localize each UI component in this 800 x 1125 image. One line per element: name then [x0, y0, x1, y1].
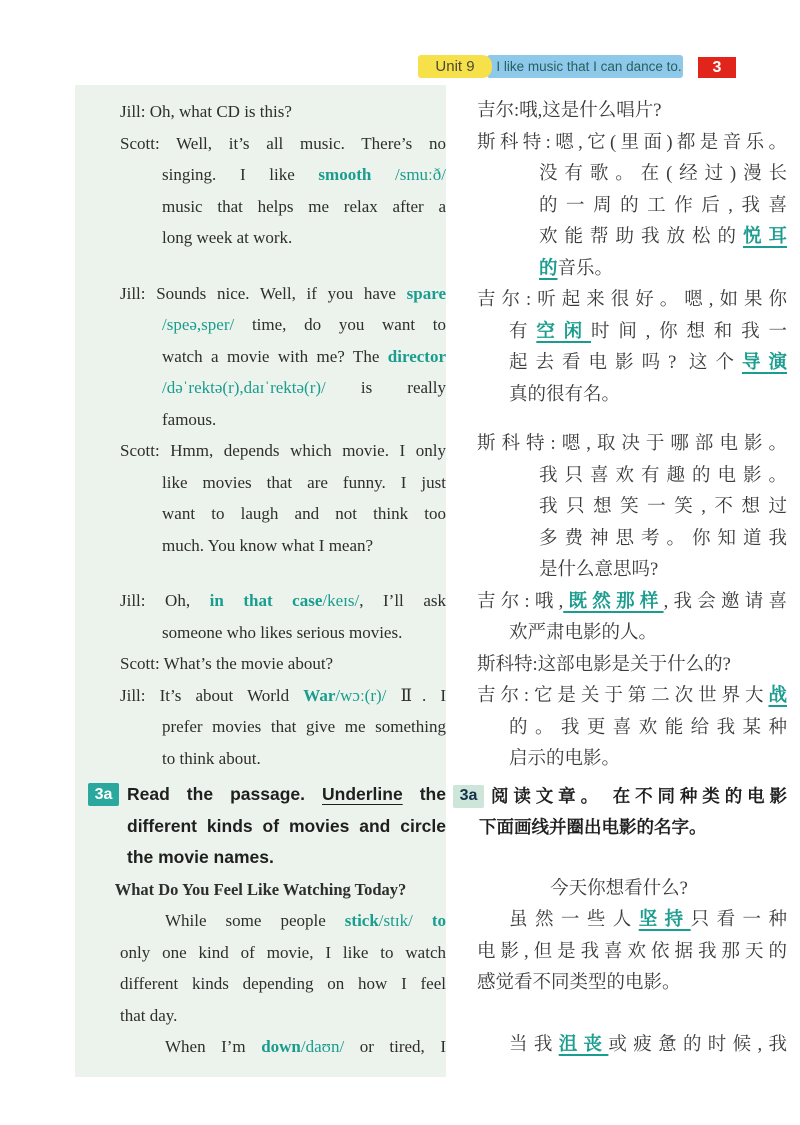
vocab-word-cn: 悦耳: [742, 227, 787, 247]
text: 欢严肃电影的人。: [509, 623, 658, 643]
vocab-word-cn: 空闲: [536, 321, 592, 342]
phonetic: /wɔː(r)/: [335, 685, 387, 705]
vocab-word-cn: 的: [539, 258, 558, 279]
english-column: [75, 85, 446, 1077]
vocab-word-cn: 导演: [741, 353, 787, 373]
text: the: [402, 784, 446, 804]
text-line: [451, 380, 787, 412]
text-line: [451, 254, 787, 286]
text: long week at work.: [162, 228, 293, 247]
text: 吉尔:它是关于第二次世界大: [477, 686, 769, 706]
text: 音乐。: [557, 258, 614, 279]
text-line: [451, 812, 787, 844]
vocab-word-cn: 战: [768, 686, 787, 706]
text: 斯科特:这部电影是关于什么的?: [477, 654, 731, 675]
text: 我只喜欢有趣的电影。: [539, 465, 787, 486]
text-line: [75, 96, 446, 128]
vocab-word: spare: [406, 283, 446, 303]
text-line: [75, 498, 446, 530]
text: different kinds depending on how I feel: [120, 974, 446, 993]
text: Scott: What’s the movie about?: [120, 654, 334, 673]
text-line: [75, 372, 446, 404]
text: 的。我更喜欢能给我某种: [509, 717, 787, 738]
text-line: [75, 811, 446, 843]
text: 下面画线并圈出电影的名字。: [479, 817, 707, 837]
text-line: [75, 711, 446, 743]
text: ,我会邀请喜: [663, 591, 787, 612]
text-line: [75, 530, 446, 562]
spacer: [451, 1000, 787, 1030]
text-line: [75, 905, 446, 937]
text: 吉尔:哦,这是什么唱片?: [477, 101, 662, 121]
content-columns: [75, 85, 787, 1077]
text-line: [451, 317, 787, 349]
spacer: [75, 561, 446, 585]
text: different kinds of movies and circle: [127, 815, 446, 836]
text-line: [75, 435, 446, 467]
phonetic: /dəˈrektə(r),daɪˈrektə(r)/: [162, 378, 326, 397]
text-line: [75, 680, 446, 712]
text: 真的很有名。: [509, 384, 621, 405]
text: Jill: It’s about World: [120, 685, 304, 705]
text-line: [75, 309, 446, 341]
text-line: [451, 1030, 787, 1062]
text: Jill: Oh, what CD is this?: [120, 102, 292, 121]
text-line: [75, 1031, 446, 1063]
text-line: [451, 587, 787, 619]
vocab-word: in that case: [209, 591, 323, 610]
text-line: [451, 492, 787, 524]
text: someone who likes serious movies.: [162, 622, 403, 642]
text: watch a movie with me? The: [162, 346, 388, 366]
page-number-badge: 3: [698, 57, 736, 78]
spacer: [451, 844, 787, 874]
text: 起去看电影吗? 这个: [509, 353, 742, 373]
text: only one kind of movie, I like to watch: [120, 942, 446, 962]
vocab-word-cn: 坚持: [638, 910, 691, 930]
text: [413, 911, 432, 930]
text: much. You know what I mean?: [162, 535, 374, 555]
text-line: [451, 968, 787, 1000]
text: 吉尔:哦,: [477, 591, 564, 612]
text: 吉尔:听起来很好。嗯,如果你: [477, 290, 787, 310]
section-3a-badge: 3a: [88, 783, 119, 806]
section-3a-badge: 3a: [453, 785, 484, 808]
text: Read the passage.: [127, 784, 322, 804]
phonetic: /speə,sper/: [162, 315, 235, 334]
text-line: [451, 650, 787, 682]
phonetic: /smuːð/: [394, 165, 446, 184]
vocab-word: War: [303, 685, 336, 705]
text-line: [75, 968, 446, 1000]
text: or tired, I: [344, 1037, 446, 1056]
text: Jill: Oh,: [120, 591, 210, 610]
vocab-word: stick: [344, 911, 379, 930]
text: want to laugh and not think too: [162, 504, 446, 523]
text: Ⅱ. I: [386, 685, 447, 705]
text: 虽然一些人: [509, 910, 639, 930]
text-line: [451, 905, 787, 937]
text: time, do you want to: [234, 315, 446, 334]
text: music that helps me relax after a: [162, 196, 446, 216]
text-line: [451, 429, 787, 461]
text-line: [75, 222, 446, 254]
text-line: [75, 1000, 446, 1032]
text-line: [451, 96, 787, 128]
text: [371, 165, 395, 184]
text: 的一周的工作后,我喜: [539, 195, 787, 216]
unit-title: I like music that I can dance to.: [487, 55, 683, 78]
text-line: [75, 278, 446, 310]
text: 启示的电影。: [509, 749, 621, 769]
text-line: [451, 285, 787, 317]
text: 斯科特:嗯,它(里面)都是音乐。: [477, 132, 787, 153]
text: prefer movies that give me something: [162, 717, 446, 736]
vocab-word-cn: 沮丧: [558, 1034, 609, 1055]
text: 有: [509, 321, 537, 342]
text-line: [75, 467, 446, 499]
text-line: [451, 348, 787, 380]
phonetic: /daʊn/: [300, 1037, 345, 1056]
text-line: [451, 159, 787, 191]
text-line: [75, 404, 446, 436]
text: like movies that are funny. I just: [162, 472, 446, 492]
text: 多费神思考。你知道我: [539, 528, 787, 549]
text-line: [451, 874, 787, 906]
spacer: [75, 254, 446, 278]
text-line: [451, 781, 787, 813]
text: 是什么意思吗?: [539, 560, 659, 580]
text: What Do You Feel Like Watching Today?: [114, 879, 407, 899]
text: 电影,但是我喜欢依据我那天的: [477, 941, 787, 962]
text: 我只想笑一笑,不想过: [539, 497, 787, 517]
unit-badge: Unit 9: [418, 55, 492, 78]
spacer: [451, 411, 787, 429]
text-line: [451, 128, 787, 160]
vocab-word: to: [431, 911, 446, 930]
text: , I’ll ask: [359, 591, 446, 610]
text-line: [451, 937, 787, 969]
text-line: [75, 159, 446, 191]
text-line: [451, 681, 787, 713]
text: 时间,你想和我一: [591, 321, 787, 342]
text: 阅读文章。 在不同种类的电影: [491, 785, 787, 806]
text: While some people: [165, 911, 345, 930]
text-line: [451, 222, 787, 254]
text-line: [75, 779, 446, 811]
text-line: [451, 713, 787, 745]
text-line: [75, 842, 446, 874]
text: is really: [325, 378, 446, 397]
text-line: [451, 524, 787, 556]
text: Jill: Sounds nice. Well, if you have: [120, 283, 407, 303]
text: 今天你想看什么?: [550, 878, 688, 899]
text-line: [75, 937, 446, 969]
text: famous.: [162, 409, 217, 429]
text-line: [451, 744, 787, 776]
text: singing. I like: [162, 165, 319, 184]
text: 欢能帮助我放松的: [539, 227, 743, 247]
vocab-word: director: [387, 346, 446, 366]
text-line: [75, 648, 446, 680]
text: the movie names.: [127, 847, 274, 867]
text: 只看一种: [690, 910, 787, 930]
text-line: [75, 743, 446, 775]
text: Scott: Well, it’s all music. There’s no: [120, 133, 446, 153]
text-line: [75, 617, 446, 649]
phonetic: /stɪk/: [378, 911, 413, 930]
text: 斯科特:嗯,取决于哪部电影。: [477, 434, 787, 454]
chinese-column: [451, 85, 787, 1061]
vocab-word: down: [261, 1037, 301, 1056]
text: to think about.: [162, 748, 261, 768]
text: Scott: Hmm, depends which movie. I only: [120, 441, 446, 460]
text-line: [451, 555, 787, 587]
text: 当我: [509, 1034, 559, 1055]
text-line: [451, 618, 787, 650]
vocab-word: smooth: [318, 165, 372, 184]
text-line: [75, 585, 446, 617]
underlined-word: Underline: [322, 784, 403, 804]
text: that day.: [120, 1005, 178, 1025]
vocab-word-cn: 既然那样: [563, 591, 664, 612]
text-line: [75, 341, 446, 373]
text-line: [451, 191, 787, 223]
text: 没有歌。在(经过)漫长: [539, 164, 787, 184]
text: When I’m: [165, 1037, 262, 1056]
text-line: [75, 874, 446, 906]
text-line: [75, 191, 446, 223]
text-line: [451, 461, 787, 493]
text: 感觉看不同类型的电影。: [477, 973, 681, 993]
phonetic: /keɪs/: [322, 591, 360, 610]
text-line: [75, 128, 446, 160]
text: 或疲惫的时候,我: [608, 1034, 787, 1055]
